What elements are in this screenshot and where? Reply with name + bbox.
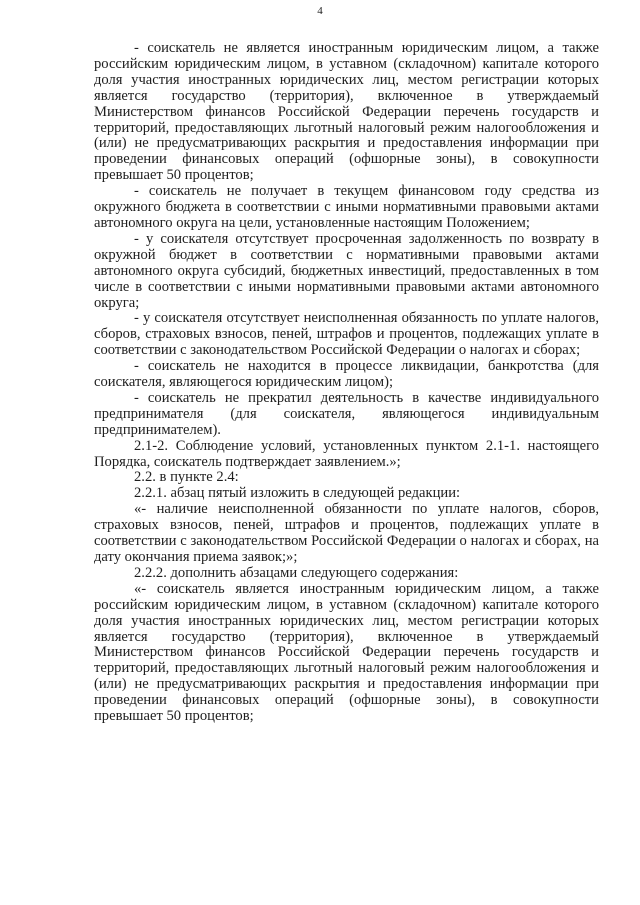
page-number: 4 — [317, 5, 323, 17]
paragraph-clause-2-2: 2.2. в пункте 2.4: — [134, 469, 239, 486]
paragraph-clause-2-2-2: 2.2.2. дополнить абзацами следующего содержания: — [134, 564, 459, 581]
document-body — [94, 41, 599, 725]
paragraph-no-other-budget-funds: - соискатель не получает в текущем финансовом году средства из окружного бюджета в соответствии с иными нормативными правовыми актами автономного округа на цели, установленные настоящим Положением; — [94, 183, 599, 231]
paragraph-clause-2-2-1: 2.2.1. абзац пятый изложить в следующей редакции: — [134, 485, 461, 502]
paragraph-not-in-liquidation: - соискатель не находится в процессе ликвидации, банкротства (для соискателя, являющегося юридическим лицом); — [94, 358, 599, 391]
paragraph-foreign-entity-condition: - соискатель не является иностранным юридическим лицом, а также российским юридическим лицом, в уставном (складочном) капитале которого доля участия иностранных юридических лиц, местом регистрации которых является государство (территория), включенное в утверждаемый Министерством финансов Российской Федерации перечень государств и территорий, предоставляющих льготный налоговый режим налогообложения и (или) не предусматривающих раскрытия и предоставления информации при проведении финансовых операций (офшорные зоны), в совокупности превышает 50 процентов; — [94, 40, 599, 184]
paragraph-no-overdue-debt: - у соискателя отсутствует просроченная задолженность по возврату в окружной бюджет в соответствии с нормативными правовыми актами автономного округа субсидий, бюджетных инвестиций, предоставленных в том числе в соответствии с иными нормативными правовыми актами автономного округа; — [94, 230, 599, 311]
paragraph-clause-2-1-2: 2.1-2. Соблюдение условий, установленных пунктом 2.1-1. настоящего Порядка, соискатель подтверждает заявлением.»; — [94, 437, 599, 470]
paragraph-entrepreneur-active: - соискатель не прекратил деятельность в качестве индивидуального предпринимателя (для соискателя, являющегося индивидуальным предпринимателем). — [94, 389, 599, 438]
paragraph-unpaid-taxes-new-wording: «- наличие неисполненной обязанности по уплате налогов, сборов, страховых взносов, пеней, штрафов и процентов, подлежащих уплате в соответствии с законодательством Российской Федерации о налогах и сборах, на дату окончания приема заявок;»; — [94, 501, 599, 565]
paragraph-no-unpaid-taxes: - у соискателя отсутствует неисполненная обязанность по уплате налогов, сборов, страховых взносов, пеней, штрафов и процентов, подлежащих уплате в соответствии с законодательством Российской Федерации о налогах и сборах; — [94, 310, 599, 359]
paragraph-foreign-entity-added: «- соискатель является иностранным юридическим лицом, а также российским юридическим лицом, в уставном (складочном) капитале которого доля участия иностранных юридических лиц, местом регистрации которых является государство (территория), включенное в утверждаемый Министерством финансов Российской Федерации перечень государств и территорий, предоставляющих льготный налоговый режим налогообложения и (или) не предусматривающих раскрытия и предоставления информации при проведении финансовых операций (офшорные зоны), в совокупности превышает 50 процентов; — [94, 580, 599, 725]
